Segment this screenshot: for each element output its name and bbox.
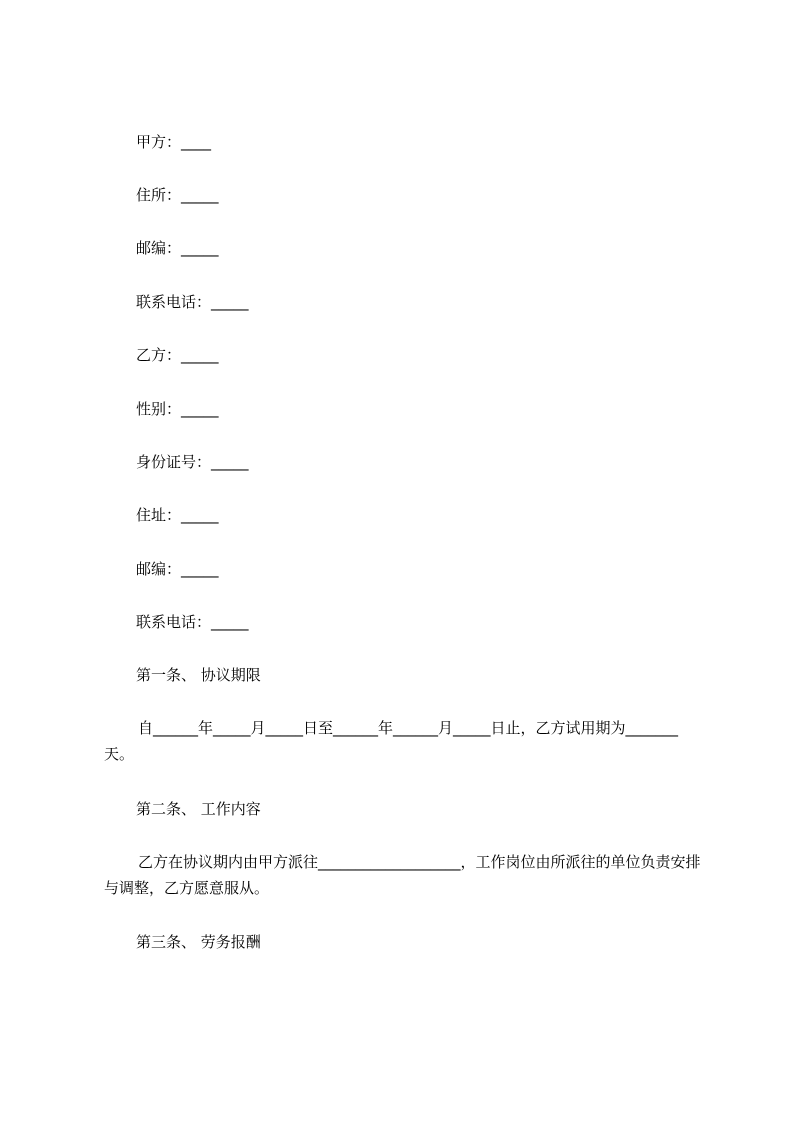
party-b-id-field: 身份证号：_____: [136, 453, 249, 471]
party-a-name-field: 甲方：____: [136, 133, 212, 151]
article-1-heading: 第一条、 协议期限: [136, 666, 261, 684]
party-b-phone-field: 联系电话：_____: [136, 613, 249, 631]
party-a-phone-field: 联系电话：_____: [136, 293, 249, 311]
article-3-heading: 第三条、 劳务报酬: [136, 933, 261, 951]
party-a-address-field: 住所：_____: [136, 186, 219, 204]
party-b-address-field: 住址：_____: [136, 506, 219, 524]
article-2-body: 乙方在协议期内由甲方派往___________________，工作岗位由所派往的单位负责安排与调整，乙方愿意服从。: [104, 853, 701, 897]
party-a-postcode-field: 邮编：_____: [136, 239, 219, 257]
article-2-heading: 第二条、 工作内容: [136, 800, 261, 818]
party-b-name-field: 乙方：_____: [136, 346, 219, 364]
article-1-body: 自______年_____月_____日至______年______月_____日止，乙方试用期为_______天。: [104, 719, 679, 763]
party-b-gender-field: 性别：_____: [136, 400, 219, 418]
party-b-postcode-field: 邮编：_____: [136, 560, 219, 578]
